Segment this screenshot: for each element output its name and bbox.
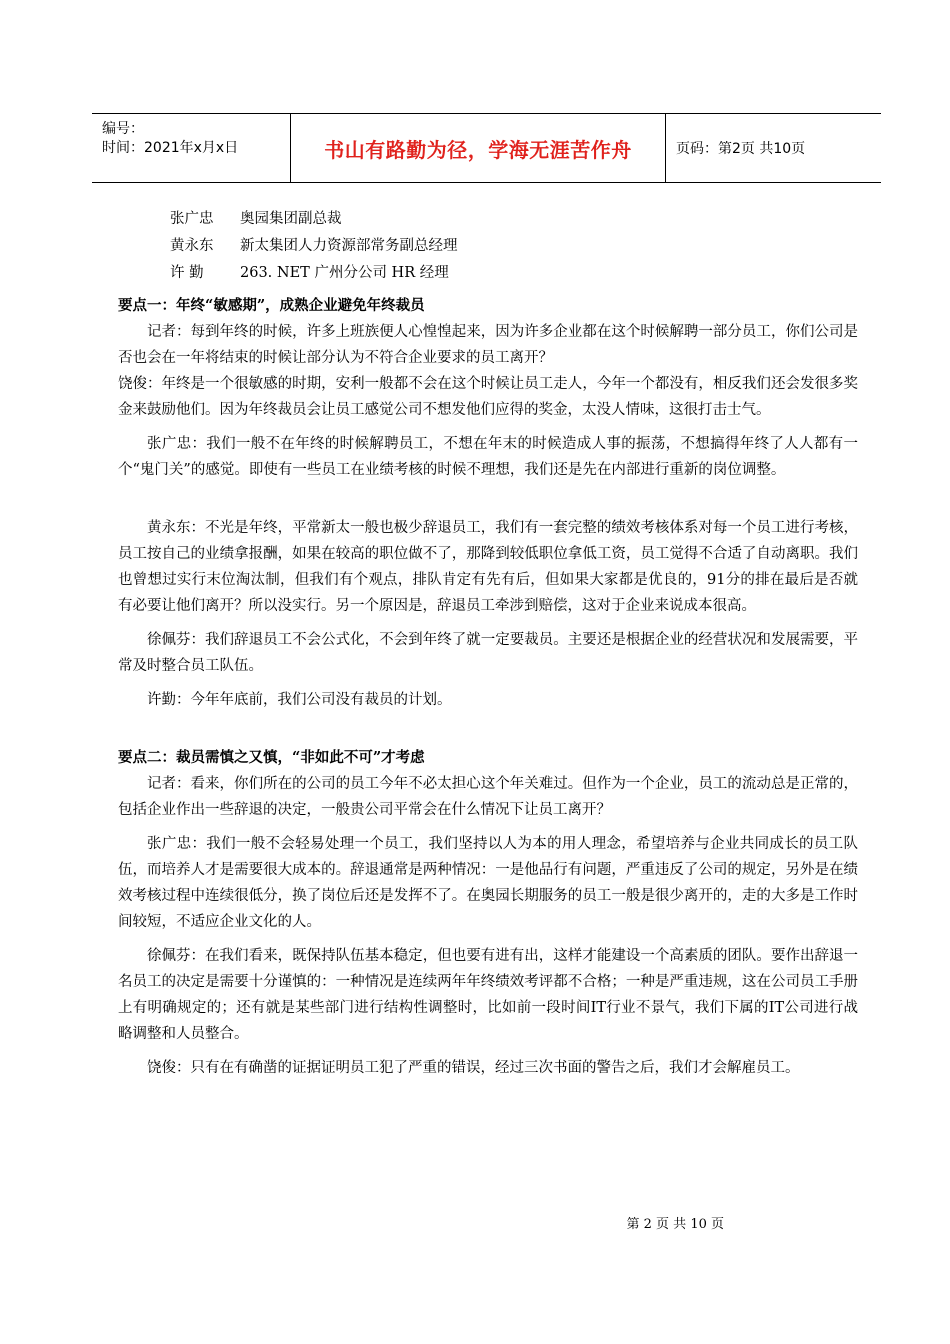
guest-title: 263. NET 广州分公司 HR 经理: [240, 265, 449, 281]
footer-page-number: 第 2 页 共 10 页: [626, 1217, 724, 1232]
guest-item: [170, 206, 858, 233]
motto: 书山有路勤为径，学海无涯苦作舟: [324, 137, 632, 162]
section-1-title: 要点一：年终“敏感期”，成熟企业避免年终裁员: [118, 297, 425, 314]
paragraph: 张广忠：我们一般不在年终的时候解聘员工，不想在年末的时候造成人事的振荡，不想搞得年终了人人都有一个“鬼门关”的感觉。即使有一些员工在业绩考核的时候不理想，我们还是先在内部进行重新的岗位调整。: [118, 436, 858, 478]
section-2-title: 要点二：裁员需慎之又慎，“非如此不可”才考虑: [118, 749, 425, 766]
page-footer: [0, 1213, 950, 1232]
guest-name: 许 勤: [170, 265, 204, 281]
time-label: 时间：2021年x月x日: [102, 140, 239, 156]
guest-name: 张广忠: [170, 211, 214, 227]
paragraph: 饶俊：年终是一个很敏感的时期，安利一般都不会在这个时候让员工走人，今年一个都没有，相反我们还会发很多奖金来鼓励他们。因为年终裁员会让员工感觉公司不想发他们应得的奖金，太没人情味，这很打击士气。: [118, 376, 858, 418]
header-motto-cell: [291, 114, 666, 182]
paragraph: 许勤：今年年底前，我们公司没有裁员的计划。: [147, 692, 452, 708]
paragraph: 徐佩芬：在我们看来，既保持队伍基本稳定，但也要有进有出，这样才能建设一个高素质的团队。要作出辞退一名员工的决定是需要十分谨慎的：一种情况是连续两年年终绩效考评都不合格；一种是严重违规，这在公司员工手册上有明确规定的；还有就是某些部门进行结构性调整时，比如前一段时间IT行业不景气，我们下属的IT公司进行战略调整和人员整合。: [118, 948, 858, 1042]
document-body: [118, 206, 858, 1081]
guest-title: 奥园集团副总裁: [240, 211, 342, 227]
header-page-cell: [666, 114, 881, 182]
number-label: 编号：: [102, 121, 144, 137]
page-label: 页码：第2页 共10页: [676, 141, 806, 157]
paragraph: 徐佩芬：我们辞退员工不会公式化，不会到年终了就一定要裁员。主要还是根据企业的经营状况和发展需要，平常及时整合员工队伍。: [118, 632, 858, 674]
guest-list: [170, 206, 858, 287]
paragraph: 记者：每到年终的时候，许多上班族便人心惶惶起来，因为许多企业都在这个时候解聘一部分员工，你们公司是否也会在一年将结束的时候让部分认为不符合企业要求的员工离开？: [118, 324, 858, 366]
guest-title: 新太集团人力资源部常务副总经理: [240, 238, 458, 254]
guest-item: [170, 260, 858, 287]
paragraph: 记者：看来，你们所在的公司的员工今年不必太担心这个年关难过。但作为一个企业，员工的流动总是正常的，包括企业作出一些辞退的决定，一般贵公司平常会在什么情况下让员工离开？: [118, 776, 858, 818]
page-header: [92, 113, 881, 183]
guest-name: 黄永东: [170, 238, 214, 254]
paragraph: 黄永东：不光是年终，平常新太一般也极少辞退员工，我们有一套完整的绩效考核体系对每一个员工进行考核，员工按自己的业绩拿报酬，如果在较高的职位做不了，那降到较低职位拿低工资，员工觉得不合适了自动离职。我们也曾想过实行末位淘汰制，但我们有个观点，排队肯定有先有后，但如果大家都是优良的，91分的排在最后是否就有必要让他们离开？所以没实行。另一个原因是，辞退员工牵涉到赔偿，这对于企业来说成本很高。: [118, 520, 858, 614]
paragraph: 饶俊：只有在有确凿的证据证明员工犯了严重的错误，经过三次书面的警告之后，我们才会解雇员工。: [147, 1060, 800, 1076]
paragraph: 张广忠：我们一般不会轻易处理一个员工，我们坚持以人为本的用人理念，希望培养与企业共同成长的员工队伍，而培养人才是需要很大成本的。辞退通常是两种情况：一是他品行有问题，严重违反了公司的规定，另外是在绩效考核过程中连续很低分，换了岗位后还是发挥不了。在奥园长期服务的员工一般是很少离开的，走的大多是工作时间较短，不适应企业文化的人。: [118, 836, 858, 930]
header-meta: [92, 114, 291, 182]
guest-item: [170, 233, 858, 260]
